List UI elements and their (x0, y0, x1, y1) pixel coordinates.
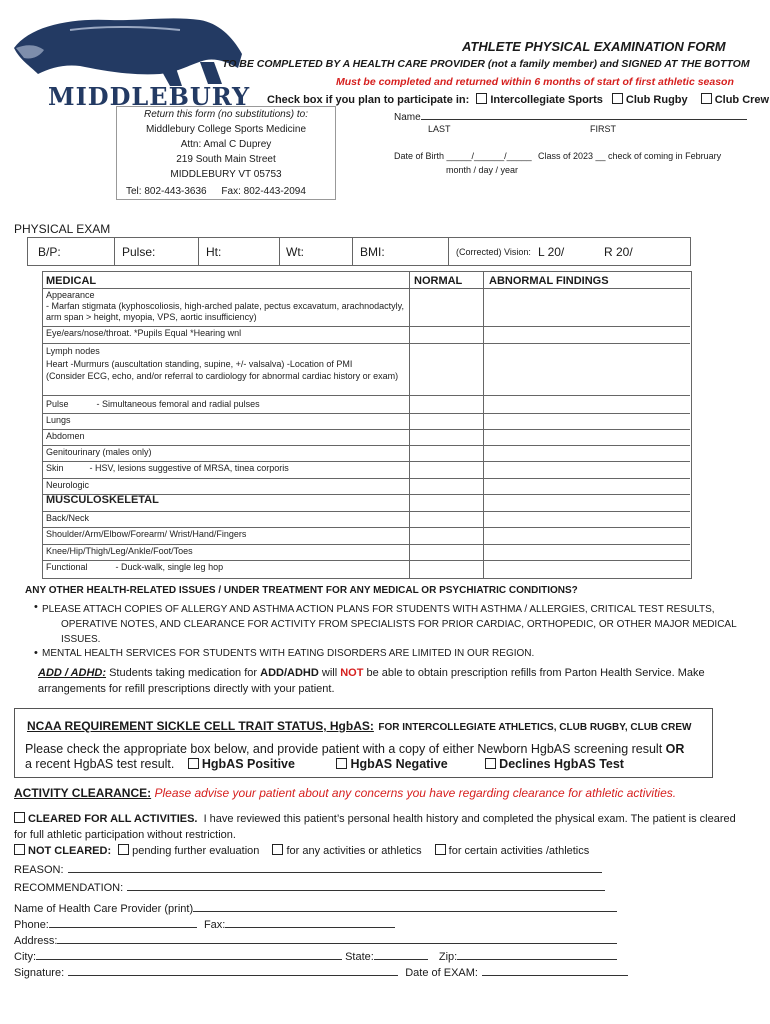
provider-name-field[interactable]: Name of Health Care Provider (print) (14, 901, 617, 915)
not-cleared-row (14, 844, 589, 857)
sickle-instructions: Please check the appropriate box below, and provide patient with a copy of either Newborn HgbAS screening result OR a recent HgbAS test result. HgbAS Positive HgbAS Negative Declines HgbAS Test (25, 742, 685, 771)
table-row-appearance[interactable]: Appearance - Marfan stigmata (kyphoscoliosis, high-arched palate, pectus excavatum, arachnodactyly, arm span > height, myopia, VPS, aortic insufficiency) (42, 288, 690, 327)
weight-field[interactable]: Wt: (286, 245, 304, 259)
city-state-zip-row (14, 949, 617, 963)
checkbox-intercollegiate[interactable]: Intercollegiate Sports (476, 94, 602, 106)
table-row-abdomen[interactable]: Abdomen (42, 429, 690, 446)
checkbox-club-crew[interactable]: Club Crew (701, 94, 769, 106)
table-row-knee[interactable]: Knee/Hip/Thigh/Leg/Ankle/Foot/Toes (42, 544, 690, 561)
bp-field[interactable]: B/P: (38, 245, 61, 259)
return-city: MIDDLEBURY VT 05753 (170, 169, 282, 180)
vision-label: (Corrected) Vision: (456, 247, 531, 257)
checkbox-cleared-all[interactable]: CLEARED FOR ALL ACTIVITIES. (14, 813, 198, 825)
table-row-functional[interactable]: Functional - Duck-walk, single leg hop (46, 562, 224, 572)
signature-row (14, 965, 628, 979)
height-field[interactable]: Ht: (206, 245, 222, 259)
participation-row (267, 93, 769, 106)
checkbox-certain-activities[interactable]: for certain activities /athletics (435, 845, 590, 857)
table-row-shoulder[interactable]: Shoulder/Arm/Elbow/Forearm/ Wrist/Hand/Fingers (42, 527, 690, 545)
table-row-back[interactable]: Back/Neck (42, 511, 690, 528)
physical-exam-title: PHYSICAL EXAM (14, 222, 111, 236)
table-row-pulse[interactable]: Pulse - Simultaneous femoral and radial pulses (42, 395, 690, 414)
return-attn: Attn: Amal C Duprey (180, 139, 272, 150)
table-row-skin[interactable]: Skin - HSV, lesions suggestive of MRSA, tinea corporis (42, 461, 690, 479)
form-title: ATHLETE PHYSICAL EXAMINATION FORM (462, 39, 726, 54)
panther-mascot-icon (10, 8, 246, 88)
logo (10, 8, 251, 111)
col-abnormal: ABNORMAL FINDINGS (489, 275, 609, 287)
sickle-heading: NCAA REQUIREMENT SICKLE CELL TRAIT STATUS, HgbAS: FOR INTERCOLLEGIATE ATHLETICS, CLUB RUGBY, CLUB CREW (27, 719, 692, 733)
col-medical: MEDICAL (46, 275, 97, 287)
table-row-eyes[interactable]: Eye/ears/nose/throat. *Pupils Equal *Hearing wnl (42, 326, 690, 344)
checkbox-not-cleared[interactable]: NOT CLEARED: (14, 845, 111, 857)
return-instruction: Return this form (no substitutions) to: (144, 109, 308, 120)
bullet-icon: • (34, 601, 38, 613)
return-street: 219 South Main Street (176, 154, 276, 165)
class-year-field[interactable]: Class of 2023 __ check of coming in February (538, 151, 722, 161)
clearance-heading-row: ACTIVITY CLEARANCE: Please advise your patient about any concerns you have regarding clearance for athletic activities. (14, 786, 677, 800)
city-field[interactable]: City: (14, 951, 342, 963)
participation-prompt: Check box if you plan to participate in: (267, 94, 470, 106)
vision-right-field[interactable]: R 20/ (604, 245, 633, 259)
dob-format: month / day / year (446, 165, 519, 175)
checkbox-hgbas-negative[interactable]: HgbAS Negative (336, 757, 447, 771)
checkbox-declines-test[interactable]: Declines HgbAS Test (485, 757, 624, 771)
table-row-lymph-heart[interactable]: Lymph nodes Heart -Murmurs (auscultation standing, supine, +/- valsalva) -Location of PMI (Consider ECG, echo, and/or referral to cardiology for abnormal cardiac history or exam) (42, 343, 690, 396)
bullet-icon: • (34, 647, 38, 659)
table-row-neurologic[interactable]: Neurologic (42, 478, 690, 495)
zip-field[interactable]: Zip: (439, 951, 617, 963)
checkbox-any-activities[interactable]: for any activities or athletics (272, 845, 421, 857)
table-row-lungs[interactable]: Lungs (42, 413, 690, 430)
sickle-cell-box (14, 708, 713, 778)
fax-field[interactable]: Fax: (204, 919, 395, 931)
table-row-genitourinary[interactable]: Genitourinary (males only) (42, 445, 690, 462)
last-name-label: LAST (428, 124, 451, 134)
checkbox-club-rugby[interactable]: Club Rugby (612, 94, 688, 106)
col-normal: NORMAL (414, 275, 463, 287)
mental-health-text: MENTAL HEALTH SERVICES FOR STUDENTS WITH EATING DISORDERS ARE LIMITED IN OUR REGION. (42, 648, 535, 659)
return-tel: Tel: 802-443-3636 (126, 186, 207, 197)
table-row-header (42, 271, 690, 289)
return-org: Middlebury College Sports Medicine (145, 124, 307, 135)
table-row-musculoskeletal-header: MUSCULOSKELETAL (42, 494, 690, 512)
logo-text: MIDDLEBURY (48, 82, 251, 111)
bmi-field[interactable]: BMI: (360, 245, 385, 259)
form-subtitle: TO BE COMPLETED BY A HEALTH CARE PROVIDER (not a family member) and SIGNED AT THE BOTTOM (222, 58, 750, 70)
provider-phone-row (14, 917, 395, 931)
other-issues-heading: ANY OTHER HEALTH-RELATED ISSUES / UNDER TREATMENT FOR ANY MEDICAL OR PSYCHIATRIC CONDITIONS? (25, 585, 578, 596)
vision-left-field[interactable]: L 20/ (538, 245, 565, 259)
name-field[interactable]: Name (394, 109, 747, 123)
pulse-field[interactable]: Pulse: (122, 245, 156, 259)
vitals-row (27, 237, 691, 266)
return-phone-row (126, 186, 306, 197)
cleared-all-row: CLEARED FOR ALL ACTIVITIES. I have reviewed this patient’s personal health history and completed the physical exam. The patient is cleared for full athletic participation without restriction. (14, 813, 736, 841)
recommendation-field[interactable]: RECOMMENDATION: (14, 880, 605, 894)
reason-field[interactable]: REASON: (14, 862, 602, 876)
address-field[interactable]: Address: (14, 933, 617, 947)
state-field[interactable]: State: (345, 951, 428, 963)
deadline-note: Must be completed and returned within 6 months of start of first athletic season (336, 76, 734, 88)
checkbox-pending-evaluation[interactable]: pending further evaluation (118, 845, 259, 857)
exam-date-field[interactable]: Date of EXAM: (405, 967, 628, 979)
dob-field[interactable]: Date of Birth _____/______/_____ (394, 151, 532, 161)
first-name-label: FIRST (590, 124, 616, 134)
add-adhd-note: ADD / ADHD: Students taking medication for ADD/ADHD will NOT be able to obtain prescription refills from Parton Health Service. Make arrangements for refill prescriptions directly with your patient. (38, 667, 705, 695)
attach-copies-text: PLEASE ATTACH COPIES OF ALLERGY AND ASTHMA ACTION PLANS FOR STUDENTS WITH ASTHMA / ALLERGIES, CRITICAL TEST RESULTS, OPERATIVE NOTES, AND CLEARANCE FOR ACTIVITY FROM SPECIALISTS FOR PRIOR CARDIAC, ORTHOPEDIC, OR OTHER MAJOR MEDICAL ISSUES. (42, 604, 737, 645)
signature-field[interactable]: Signature: (14, 967, 398, 979)
return-fax: Fax: 802-443-2094 (221, 186, 306, 197)
phone-field[interactable]: Phone: (14, 919, 197, 931)
checkbox-hgbas-positive[interactable]: HgbAS Positive (188, 757, 295, 771)
